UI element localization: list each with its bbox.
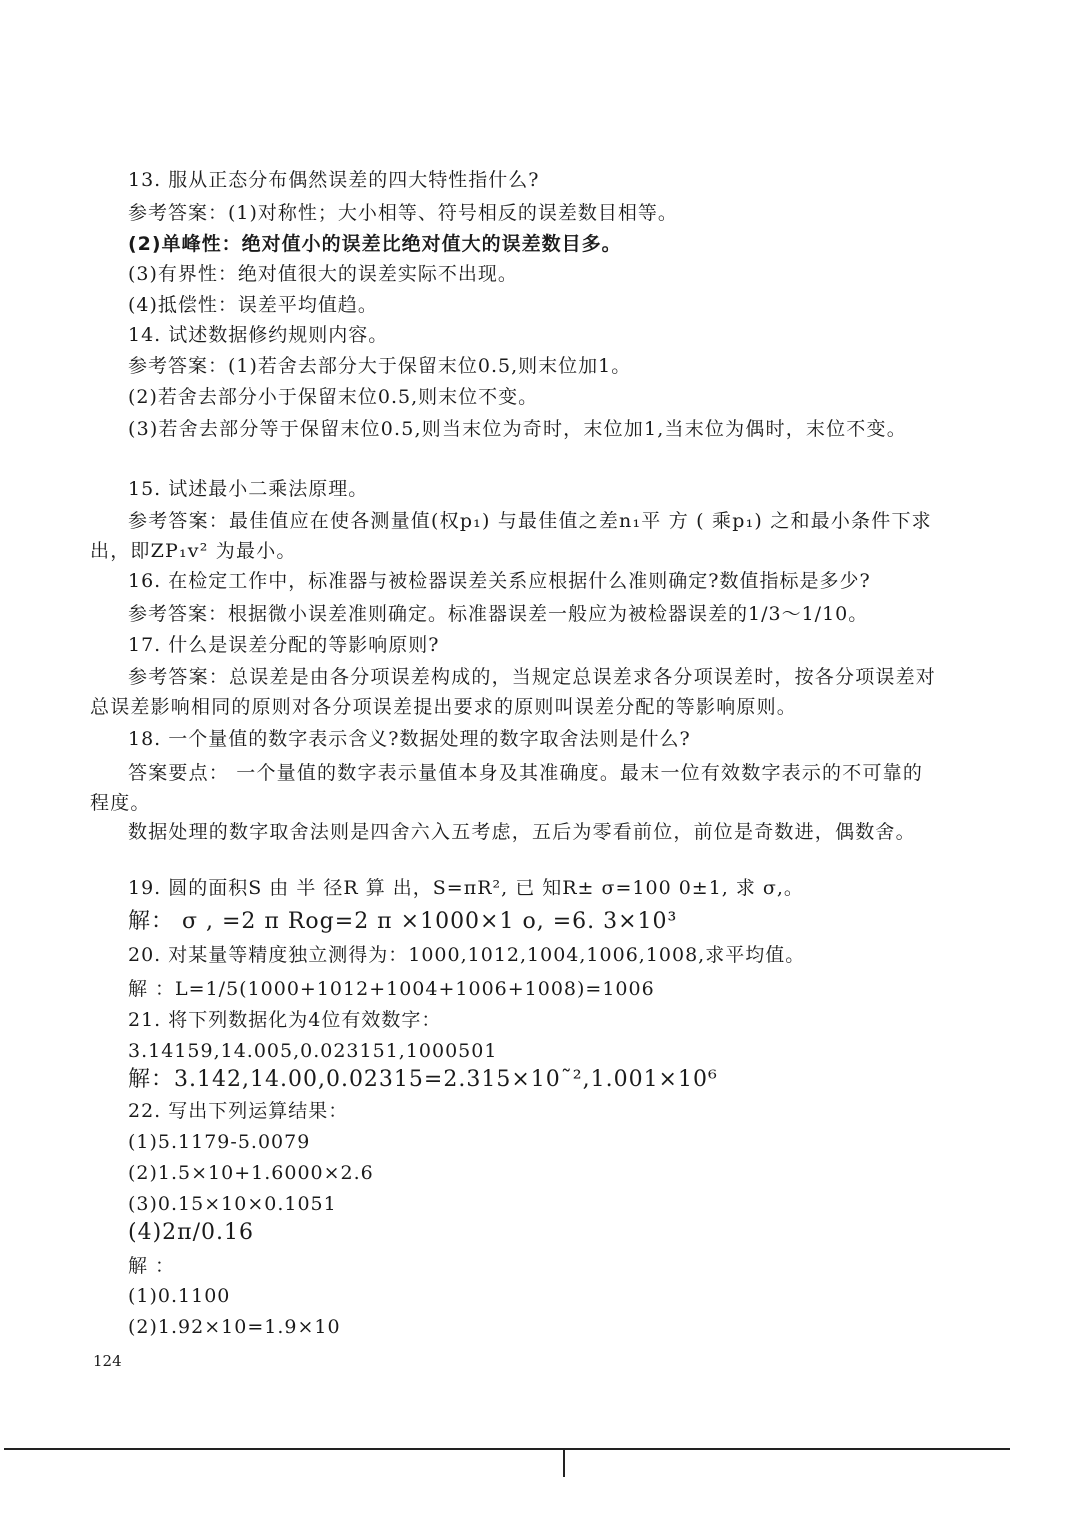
- question-15: 15. 试述最小二乘法原理。: [128, 478, 369, 500]
- answer-14-line-1: 参考答案：(1)若舍去部分大于保留末位0.5,则末位加1。: [128, 355, 632, 377]
- answer-17: 参考答案：总误差是由各分项误差构成的，当规定总误差求各分项误差时，按各分项误差对总误差影响相同的原则对各分项误差提出要求的原则叫误差分配的等影响原则。: [90, 666, 937, 718]
- answer-13-line-1: 参考答案：(1)对称性；大小相等、符号相反的误差数目相等。: [128, 202, 678, 224]
- footer-tick: [563, 1449, 565, 1477]
- answer-16: 参考答案：根据微小误差准则确定。标准器误差一般应为被检器误差的1/3～1/10。: [128, 603, 869, 625]
- answer-15: 参考答案：最佳值应在使各测量值(权p₁) 与最佳值之差n₁平 方 ( 乘p₁) 之和最小条件下求出，即ZP₁v² 为最小。: [90, 510, 932, 562]
- answer-14-line-2: (2)若舍去部分小于保留末位0.5,则末位不变。: [128, 386, 539, 408]
- question-20: 20. 对某量等精度独立测得为：1000,1012,1004,1006,1008,求平均值。: [128, 944, 806, 966]
- answer-13-line-4: (4)抵偿性：误差平均值趋。: [128, 294, 378, 316]
- question-22-item-1: (1)5.1179-5.0079: [128, 1131, 311, 1153]
- answer-20: 解 ：L=1/5(1000+1012+1004+1006+1008)=1006: [128, 978, 655, 1000]
- question-22-item-2: (2)1.5×10+1.6000×2.6: [128, 1162, 374, 1184]
- page-number: 124: [93, 1352, 122, 1370]
- question-14: 14. 试述数据修约规则内容。: [128, 324, 389, 346]
- answer-18-line-1: 答案要点： 一个量值的数字表示量值本身及其准确度。最末一位有效数字表示的不可靠的程度。: [90, 762, 924, 814]
- question-22: 22. 写出下列运算结果：: [128, 1100, 349, 1122]
- answer-14-line-3: (3)若舍去部分等于保留末位0.5,则当末位为奇时，末位加1,当末位为偶时，末位不变。: [128, 418, 907, 440]
- question-22-item-4: (4)2π/0.16: [128, 1220, 255, 1245]
- footer-rule: [4, 1448, 1010, 1450]
- answer-22-item-1: (1)0.1100: [128, 1285, 231, 1307]
- question-22-item-3: (3)0.15×10×0.1051: [128, 1193, 337, 1215]
- question-18: 18. 一个量值的数字表示含义?数据处理的数字取舍法则是什么?: [128, 728, 691, 750]
- question-21: 21. 将下列数据化为4位有效数字：: [128, 1009, 442, 1031]
- question-16: 16. 在检定工作中，标准器与被检器误差关系应根据什么准则确定?数值指标是多少?: [128, 570, 871, 592]
- question-17: 17. 什么是误差分配的等影响原则?: [128, 634, 440, 656]
- question-13: 13. 服从正态分布偶然误差的四大特性指什么?: [128, 169, 540, 191]
- answer-22-item-2: (2)1.92×10=1.9×10: [128, 1316, 341, 1338]
- answer-13-line-3: (3)有界性：绝对值很大的误差实际不出现。: [128, 263, 518, 285]
- question-19: 19. 圆的面积S 由 半 径R 算 出，S=πR², 已 知R± σ=100 0±1, 求 σ,。: [128, 877, 804, 899]
- answer-21: 解：3.142,14.00,0.02315=2.315×10˜²,1.001×10⁶: [128, 1067, 718, 1092]
- answer-18-line-2: 数据处理的数字取舍法则是四舍六入五考虑，五后为零看前位，前位是奇数进，偶数舍。: [128, 821, 916, 843]
- answer-13-line-2: (2)单峰性：绝对值小的误差比绝对值大的误差数目多。: [128, 233, 622, 255]
- question-21-data: 3.14159,14.005,0.023151,1000501: [128, 1040, 498, 1062]
- answer-19: 解： σ , =2 π Rog=2 π ×1000×1 o, =6. 3×10³: [128, 909, 678, 934]
- answer-22-label: 解 ：: [128, 1255, 176, 1277]
